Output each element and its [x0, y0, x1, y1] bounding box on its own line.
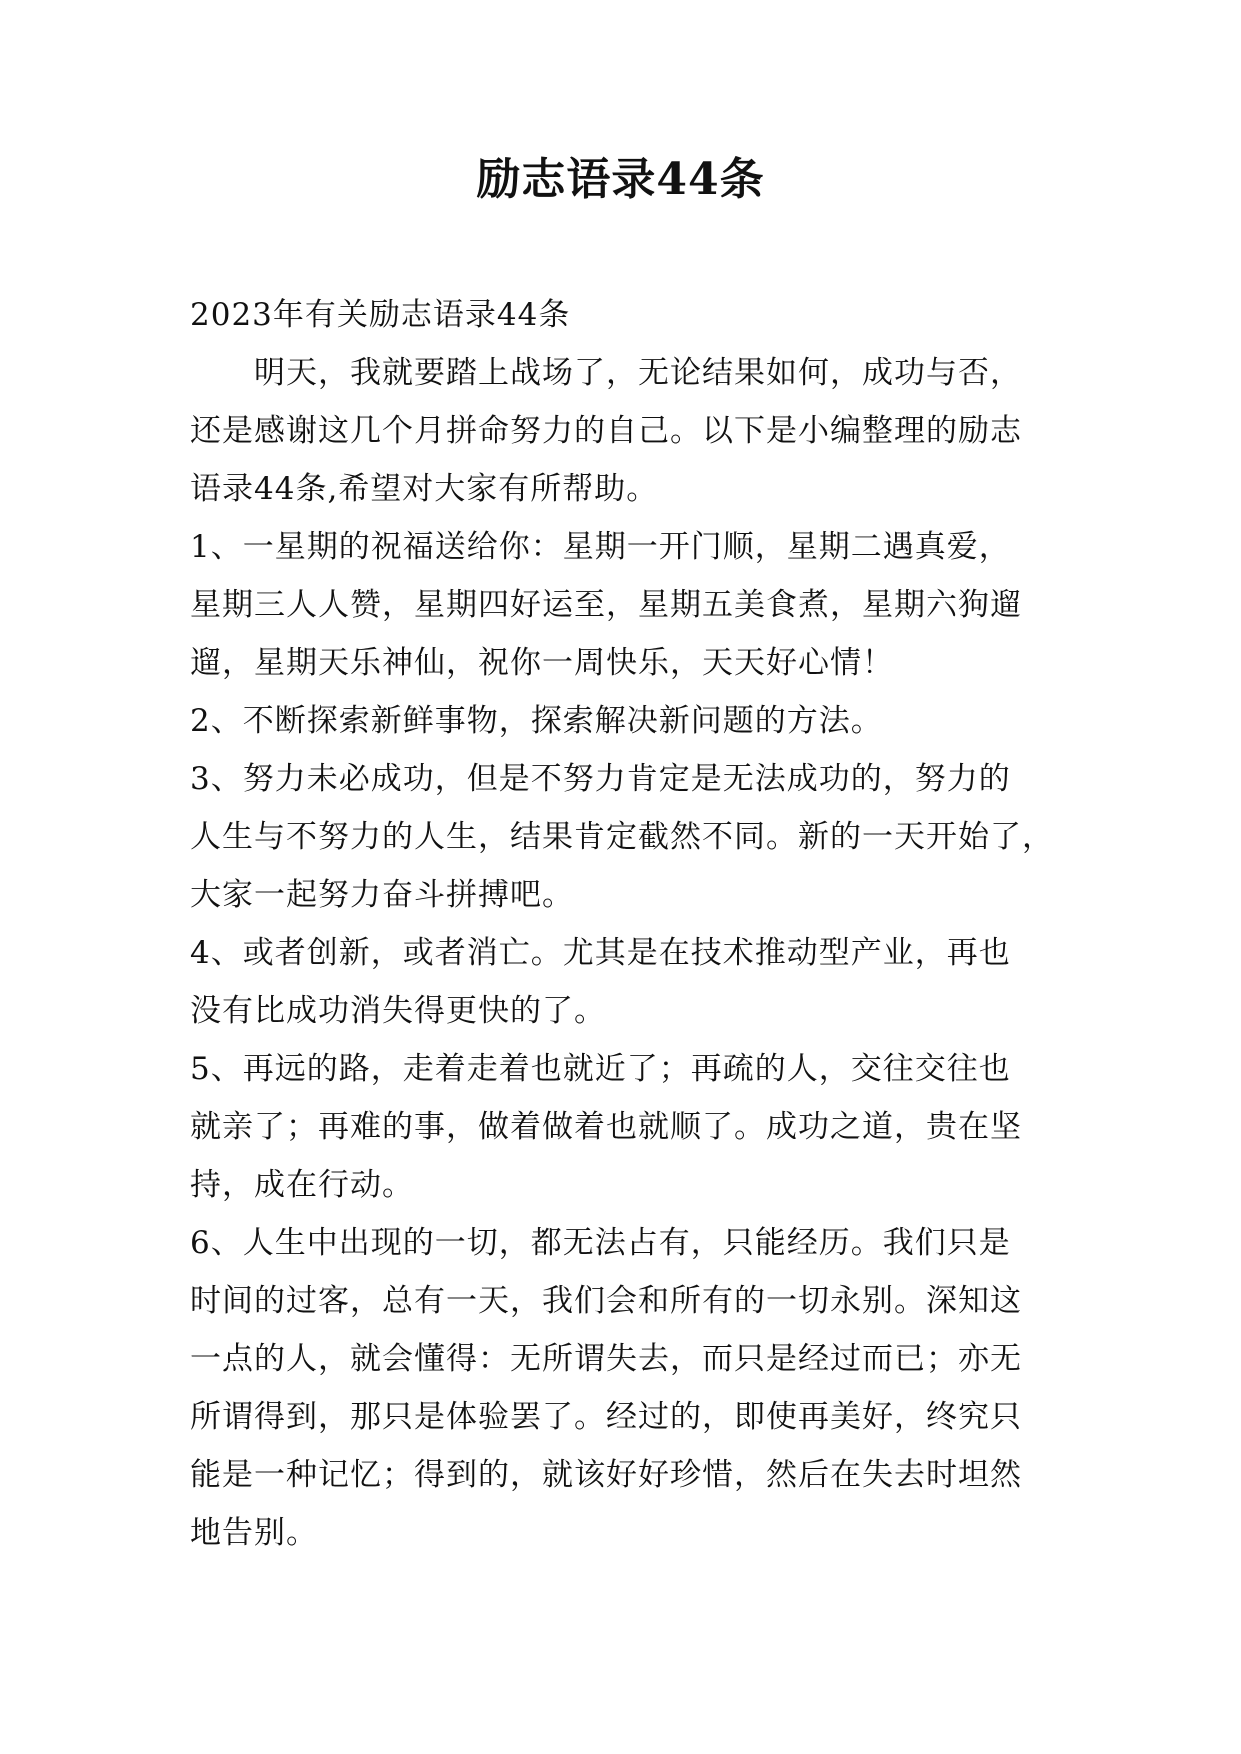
- quote-1-line: 星期三人人赞，星期四好运至，星期五美食煮，星期六狗遛: [190, 587, 1022, 623]
- intro-line: 语录44条,希望对大家有所帮助。: [190, 471, 659, 507]
- document-body: [190, 286, 1070, 1562]
- quote-5-line: 就亲了；再难的事，做着做着也就顺了。成功之道，贵在坚: [190, 1109, 1022, 1145]
- quote-6-line: 时间的过客，总有一天，我们会和所有的一切永别。深知这: [190, 1283, 1022, 1319]
- quote-2-line: 2、不断探索新鲜事物，探索解决新问题的方法。: [190, 703, 883, 739]
- quote-6-line: 所谓得到，那只是体验罢了。经过的，即使再美好，终究只: [190, 1399, 1022, 1435]
- intro-line: 明天，我就要踏上战场了，无论结果如何，成功与否，: [254, 355, 1022, 391]
- quote-5-line: 持，成在行动。: [190, 1167, 414, 1203]
- quote-6-line: 一点的人，就会懂得：无所谓失去，而只是经过而已；亦无: [190, 1341, 1022, 1377]
- quote-3-line: 3、努力未必成功，但是不努力肯定是无法成功的，努力的: [190, 761, 1011, 797]
- subtitle-line: 2023年有关励志语录44条: [190, 297, 571, 333]
- intro-line: 还是感谢这几个月拼命努力的自己。以下是小编整理的励志: [190, 413, 1022, 449]
- quote-4-line: 4、或者创新，或者消亡。尤其是在技术推动型产业，再也: [190, 935, 1011, 971]
- document-title: 励志语录44条: [476, 154, 765, 205]
- quote-6-line: 能是一种记忆；得到的，就该好好珍惜，然后在失去时坦然: [190, 1457, 1022, 1493]
- quote-6-line: 地告别。: [190, 1515, 318, 1551]
- quote-1-line: 1、一星期的祝福送给你：星期一开门顺，星期二遇真爱，: [190, 529, 1011, 565]
- quote-3-line: 大家一起努力奋斗拼搏吧。: [190, 877, 574, 913]
- quote-6-line: 6、人生中出现的一切，都无法占有，只能经历。我们只是: [190, 1225, 1011, 1261]
- quote-1-line: 遛，星期天乐神仙，祝你一周快乐，天天好心情！: [190, 645, 894, 681]
- quote-4-line: 没有比成功消失得更快的了。: [190, 993, 606, 1029]
- quote-3-line: 人生与不努力的人生，结果肯定截然不同。新的一天开始了，: [190, 819, 1054, 855]
- quote-5-line: 5、再远的路，走着走着也就近了；再疏的人，交往交往也: [190, 1051, 1011, 1087]
